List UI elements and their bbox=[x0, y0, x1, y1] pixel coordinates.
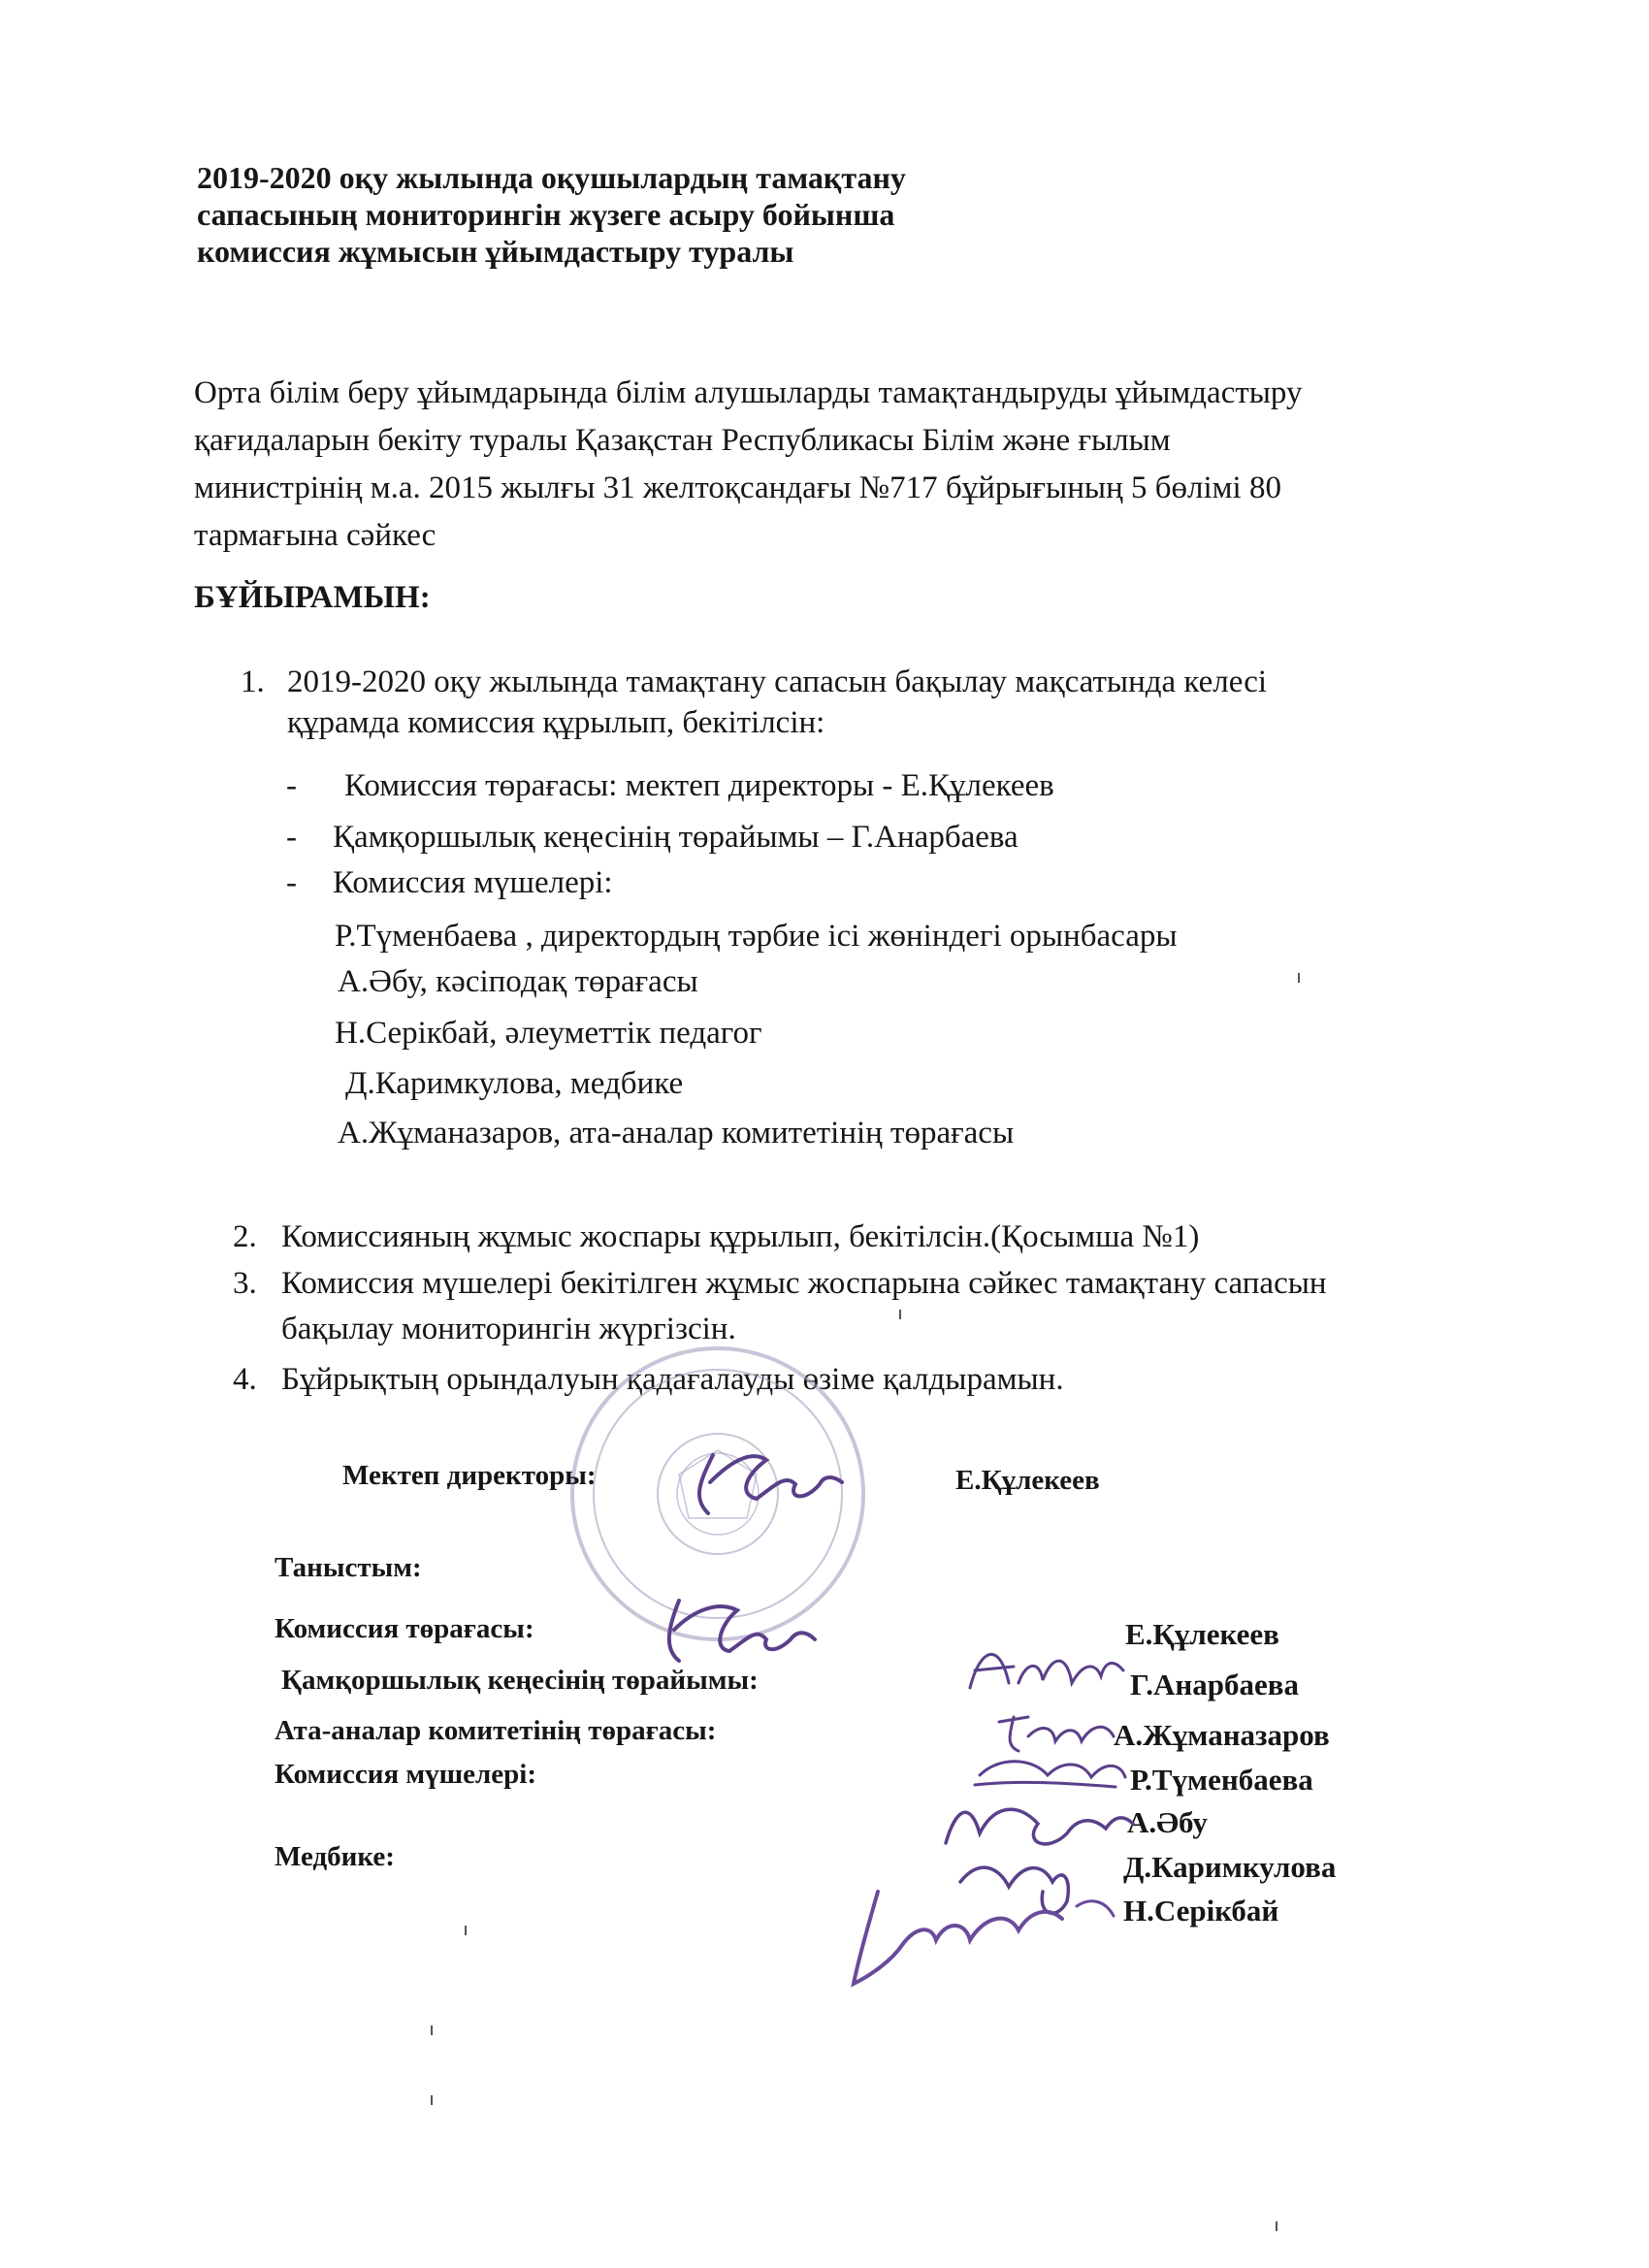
title-line: сапасының мониторингін жүзеге асыру бойынша bbox=[197, 197, 895, 232]
dash-marker: - bbox=[286, 768, 297, 803]
director-name: Е.Құлекеев bbox=[955, 1465, 1100, 1496]
item-text: 2019-2020 оқу жылында тамақтану сапасын бақылау мақсатында келесі bbox=[287, 664, 1268, 699]
ack-role-label: Комиссия төрағасы: bbox=[275, 1613, 534, 1644]
acknowledged-heading: Таныстым: bbox=[275, 1552, 422, 1583]
member-line: А.Жұманазаров, ата-аналар комитетінің төрағасы bbox=[338, 1116, 1015, 1150]
title-line: комиссия жұмысын ұйымдастыру туралы bbox=[197, 234, 794, 269]
title-line: 2019-2020 оқу жылында оқушылардың тамақтану bbox=[197, 160, 906, 195]
ack-person-name: Е.Құлекеев bbox=[1125, 1617, 1279, 1651]
ack-person-name: Д.Каримкулова bbox=[1123, 1850, 1337, 1884]
order-heading: БҰЙЫРАМЫН: bbox=[194, 580, 431, 615]
item-text: Бұйрықтың орындалуын қадағалауды өзіме қалдырамын. bbox=[281, 1362, 1064, 1397]
ack-role-label: Комиссия мүшелері: bbox=[275, 1759, 536, 1790]
ack-person-name: Н.Серікбай bbox=[1123, 1894, 1279, 1928]
ack-person-name: Р.Түменбаева bbox=[1130, 1763, 1313, 1797]
item-text: Комиссияның жұмыс жоспары құрылып, бекітілсін.(Қосымша №1) bbox=[281, 1219, 1200, 1254]
ack-person-name: А.Әбу bbox=[1127, 1805, 1208, 1839]
intro-line: тармағына сәйкес bbox=[194, 518, 436, 553]
member-line: Н.Серікбай, әлеуметтік педагог bbox=[335, 1016, 762, 1051]
ack-role-label: Ата-аналар комитетінің төрағасы: bbox=[275, 1715, 717, 1746]
dash-marker: - bbox=[286, 865, 297, 900]
dash-marker: - bbox=[286, 820, 297, 855]
item-number: 1. bbox=[241, 664, 265, 699]
member-line: Д.Каримкулова, медбике bbox=[345, 1066, 684, 1101]
intro-line: қағидаларын бекіту туралы Қазақстан Республикасы Білім және ғылым bbox=[194, 423, 1171, 458]
board-text: Қамқоршылық кеңесінің төрайымы – Г.Анарбаева bbox=[333, 820, 1018, 855]
chair-text: Комиссия төрағасы: мектеп директоры - Е.Құлекеев bbox=[344, 768, 1054, 803]
intro-line: Орта білім беру ұйымдарында білім алушыларды тамақтандыруды ұйымдастыру bbox=[194, 375, 1303, 410]
item-text: Комиссия мүшелері бекітілген жұмыс жоспарына сәйкес тамақтану сапасын bbox=[281, 1266, 1327, 1301]
item-number: 2. bbox=[233, 1219, 257, 1254]
member-line: А.Әбу, кәсіподақ төрағасы bbox=[338, 964, 698, 999]
member-line: Р.Түменбаева , директордың тәрбие ісі жөніндегі орынбасары bbox=[335, 919, 1178, 954]
item-text: бақылау мониторингін жүргізсін. bbox=[281, 1312, 736, 1346]
item-number: 3. bbox=[233, 1266, 257, 1301]
director-label: Мектеп директоры: bbox=[342, 1460, 597, 1491]
item-text: құрамда комиссия құрылып, бекітілсін: bbox=[287, 705, 825, 740]
item-number: 4. bbox=[233, 1362, 257, 1397]
members-label: Комиссия мүшелері: bbox=[333, 865, 613, 900]
intro-line: министрінің м.а. 2015 жылғы 31 желтоқсандағы №717 бұйрығының 5 бөлімі 80 bbox=[194, 470, 1281, 505]
ack-role-label: Қамқоршылық кеңесінің төрайымы: bbox=[281, 1665, 759, 1696]
ack-person-name: Г.Анарбаева bbox=[1130, 1668, 1299, 1701]
ack-person-name: А.Жұманазаров bbox=[1114, 1718, 1330, 1752]
ack-role-label: Медбике: bbox=[275, 1841, 395, 1872]
